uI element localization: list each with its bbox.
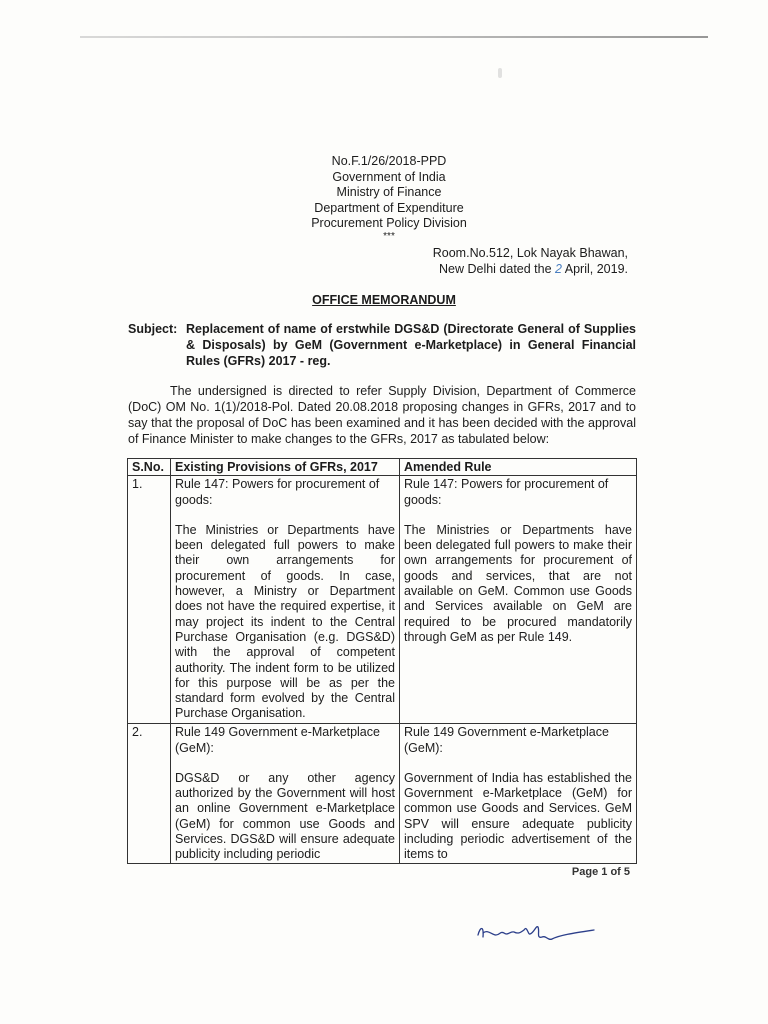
amendment-table [127,458,637,864]
row-sno: 1. [128,476,171,724]
existing-rule-title: Rule 147: Powers for procurement of goods: [175,477,380,507]
table-row [128,476,637,724]
header-amended: Amended Rule [400,459,637,476]
ministry-line: Ministry of Finance [336,185,442,199]
division-line: Procurement Policy Division [311,216,467,230]
amended-rule-title: Rule 147: Powers for procurement of goods: [404,477,609,507]
government-line: Government of India [332,169,446,184]
row-sno: 2. [128,724,171,863]
existing-provision-cell [171,724,400,863]
subject-text: Replacement of name of erstwhile DGS&D (Directorate General of Supplies & Disposals) by GeM (Government e-Marketplace) in General Financial Rules (GFRs) 2017 - reg. [186,322,636,368]
amended-rule-title: Rule 149 Government e-Marketplace (GeM): [404,725,609,755]
header-existing: Existing Provisions of GFRs, 2017 [171,459,400,476]
handwritten-day: 2 [555,262,562,276]
table-row [128,724,637,863]
scan-edge-line [80,36,708,38]
date-suffix: April, 2019. [561,262,628,276]
amended-rule-cell [400,476,637,724]
intro-paragraph: The undersigned is directed to refer Supply Division, Department of Commerce (DoC) OM No. 1(1)/2018-Pol. Dated 20.08.2018 proposing changes in GFRs, 2017 and to say that the proposal of DoC has been examined and it has been decided with the approval of Finance Minister to make changes to the GFRs, 2017 as tabulated below: [128,384,636,446]
handwritten-signature [470,913,600,953]
file-number: No.F.1/26/2018-PPD [331,154,447,168]
amended-rule-text: Government of India has established the Government e-Marketplace (GeM) for common use Goods and Services. GeM SPV will ensure adequate publicity including periodic advertisement of the items to [404,770,632,862]
subject-block [128,321,636,369]
letterhead [0,154,768,241]
separator-stars: *** [383,230,395,242]
address-line-1: Room.No.512, Lok Nayak Bhawan, [432,246,628,260]
date-prefix: New Delhi dated the [438,262,556,276]
address-line-2 [433,261,628,277]
existing-provision-cell [171,476,400,724]
address-block [433,245,628,277]
amended-rule-text: The Ministries or Departments have been delegated full powers to make their own arrangements for procurement of goods and services, that are not available on GeM. Common use Goods and Services available on GeM are required to be procured mandatorily through GeM as per Rule 149. [404,522,632,644]
amended-rule-cell [400,724,637,863]
subject-label: Subject: [128,322,178,336]
existing-rule-text: DGS&D or any other agency authorized by the Government will host an online Government e-Marketplace (GeM) for common use Goods and Services. DGS&D will ensure adequate publicity including periodic [175,770,395,862]
existing-rule-text: The Ministries or Departments have been delegated full powers to make their own arrangements for procurement of goods. In case, however, a Ministry or Department does not have the required expertise, it may project its indent to the Central Purchase Organisation (e.g. DGS&D) with the approval of competent authority. The indent form to be utilized for this purpose will be as per the standard form evolved by the Central Purchase Organisation. [175,522,395,721]
department-line: Department of Expenditure [314,200,464,215]
page-number: Page 1 of 5 [571,866,630,878]
memo-title: OFFICE MEMORANDUM [312,293,456,307]
table-header-row [128,459,637,476]
existing-rule-title: Rule 149 Government e-Marketplace (GeM): [175,725,380,755]
header-sno: S.No. [128,459,171,476]
scan-speck [498,68,502,78]
